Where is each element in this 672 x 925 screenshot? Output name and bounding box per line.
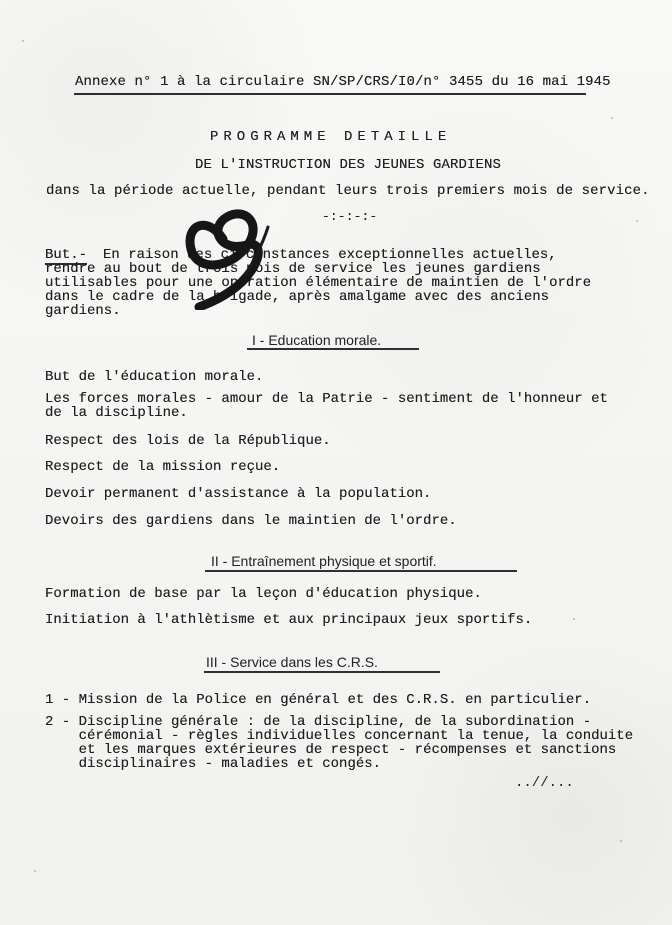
scan-speck xyxy=(34,870,36,872)
physical-training-item: Formation de base par la leçon d'éducation physique. xyxy=(45,586,482,602)
moral-education-item: Respect des lois de la République. xyxy=(45,433,331,449)
section-heading-underline xyxy=(204,671,440,673)
moral-education-item: Les forces morales - amour de la Patrie - sentiment de l'honneur et de la discipline. xyxy=(45,391,608,421)
section-heading-moral-education: I - Education morale. xyxy=(252,332,382,348)
section-heading-underline xyxy=(205,570,517,572)
document-subtitle: DE L'INSTRUCTION DES JEUNES GARDIENS xyxy=(195,157,502,173)
section-heading-physical-training: II - Entraînement physique et sportif. xyxy=(211,553,437,569)
moral-education-item: Devoirs des gardiens dans le maintien de l'ordre. xyxy=(45,513,457,529)
crs-service-item: 2 - Discipline générale : de la discipline, de la subordination - cérémonial - règles individuelles concernant la tenue, la conduite et les marques extérieures de respect - récompenses et sanctions disciplinaires - maladies et congés. xyxy=(45,714,634,772)
document-title: PROGRAMME DETAILLE xyxy=(210,129,452,145)
purpose-label: But.- xyxy=(45,247,88,263)
moral-education-item: Devoir permanent d'assistance à la population. xyxy=(45,486,432,502)
section-heading-crs-service: III - Service dans les C.R.S. xyxy=(206,654,378,670)
crs-service-item: 1 - Mission de la Police en général et des C.R.S. en particulier. xyxy=(45,692,592,708)
scan-speck xyxy=(636,220,638,222)
scan-speck xyxy=(620,840,622,842)
section-heading-underline xyxy=(247,348,419,350)
scan-speck xyxy=(22,40,24,42)
physical-training-item: Initiation à l'athlètisme et aux principaux jeux sportifs. xyxy=(45,612,533,628)
scan-speck xyxy=(611,117,613,119)
document-header: Annexe n° 1 à la circulaire SN/SP/CRS/I0/n° 3455 du 16 mai 1945 xyxy=(75,74,611,90)
moral-education-item: But de l'éducation morale. xyxy=(45,369,264,385)
purpose-paragraph: En raison des circonstances exceptionnelles actuelles, rendre au bout de trois mois de service les jeunes gardiens utilisables pour une opération élémentaire de maintien de l'ordre dans le cadre de la brigade, après amalgame avec des anciens gardiens. xyxy=(45,247,600,319)
document-title-period: dans la période actuelle, pendant leurs trois premiers mois de service. xyxy=(46,183,650,199)
scan-speck xyxy=(573,618,575,620)
page-continuation-marker: ..//... xyxy=(515,775,574,791)
moral-education-item: Respect de la mission reçue. xyxy=(45,459,281,475)
title-separator: -:-:-:- xyxy=(322,209,378,224)
header-underline xyxy=(74,93,586,95)
